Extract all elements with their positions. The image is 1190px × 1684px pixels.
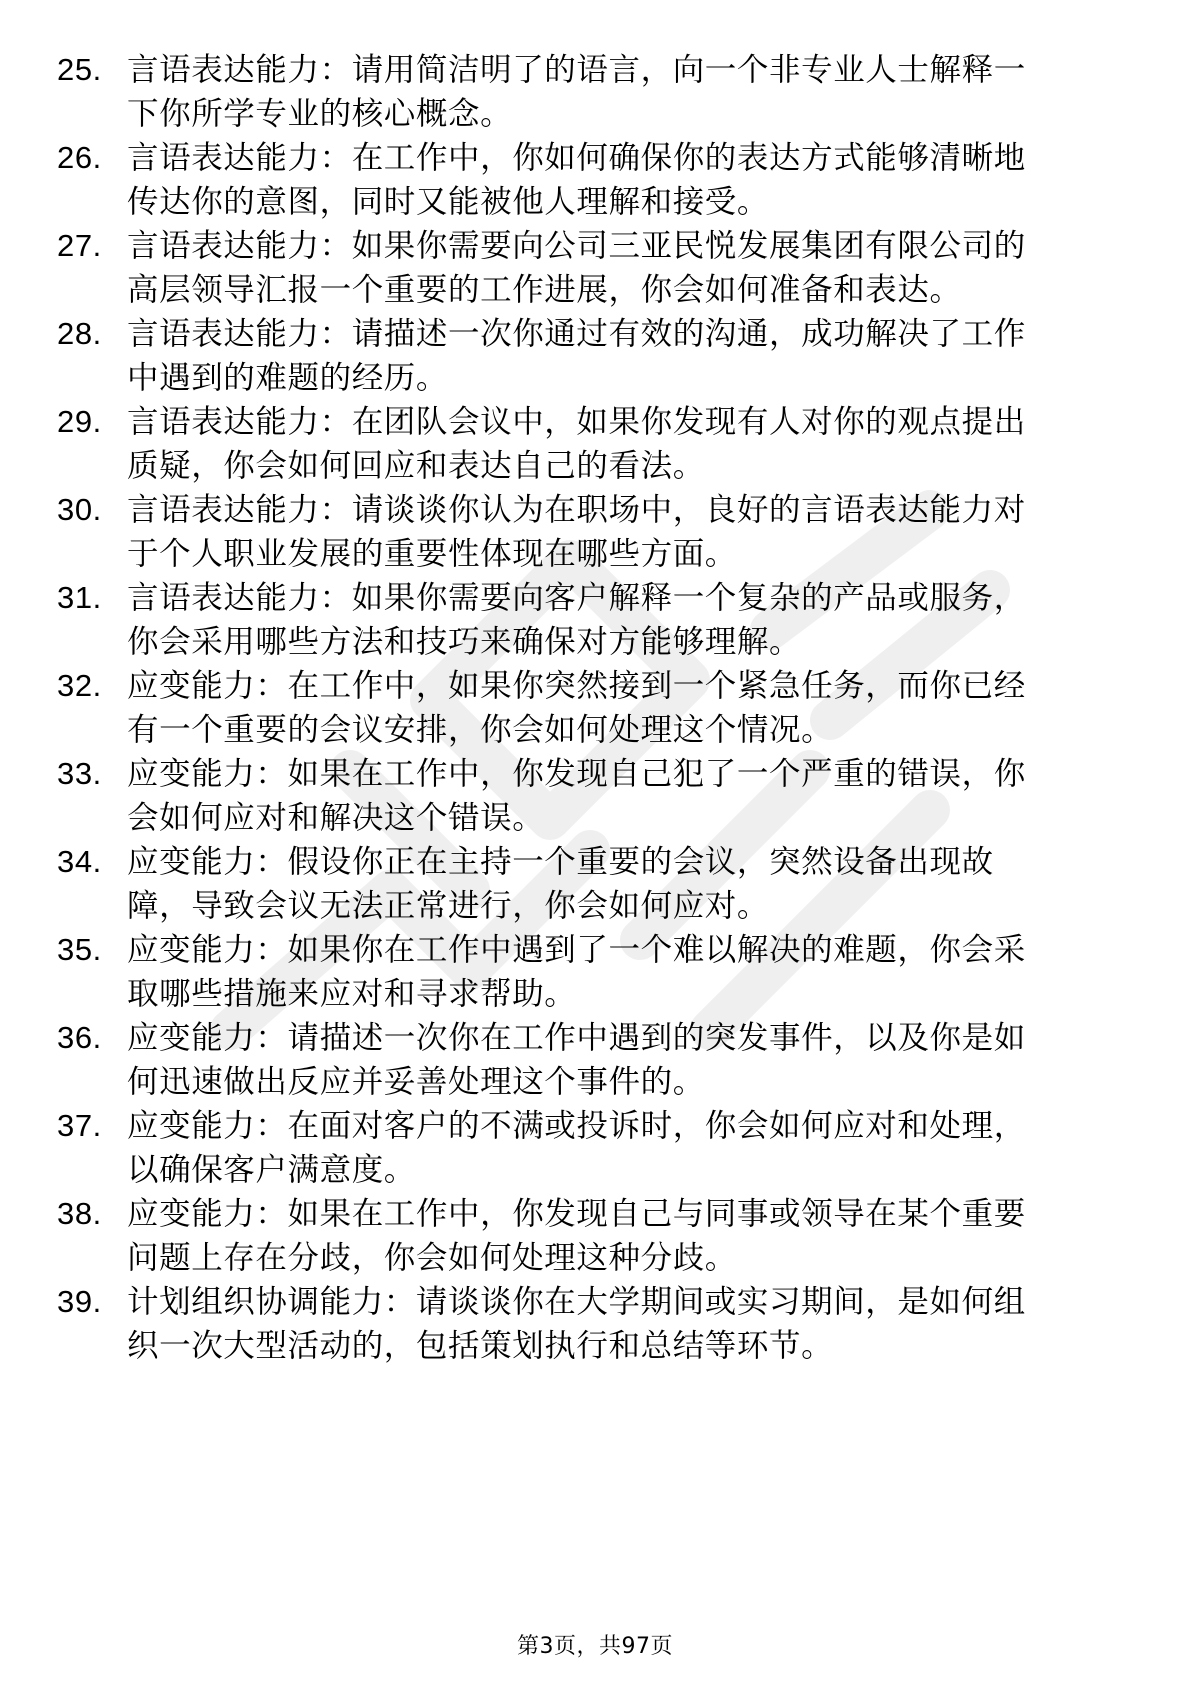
list-item: [57, 224, 1117, 312]
list-item: [57, 576, 1117, 664]
question-number: 26.: [57, 140, 102, 175]
question-text-line-2: 传达你的意图，同时又能被他人理解和接受。: [127, 184, 770, 220]
question-text-line-1: 言语表达能力：请谈谈你认为在职场中，良好的言语表达能力对: [127, 492, 1026, 528]
question-text-line-1: 言语表达能力：如果你需要向客户解释一个复杂的产品或服务，: [127, 580, 1026, 616]
question-number: 30.: [57, 492, 102, 527]
question-text-line-2: 取哪些措施来应对和寻求帮助。: [127, 976, 577, 1012]
page-number-footer: 第3页，共97页: [517, 1634, 673, 1659]
question-text-line-2: 下你所学专业的核心概念。: [127, 96, 513, 132]
question-number: 31.: [57, 580, 102, 615]
question-text-line-2: 问题上存在分歧，你会如何处理这种分歧。: [127, 1240, 737, 1276]
list-item: [57, 400, 1117, 488]
list-item: [57, 136, 1117, 224]
question-text-line-2: 障，导致会议无法正常进行，你会如何应对。: [127, 888, 770, 924]
question-list: [57, 48, 1117, 1368]
question-text-line-1: 言语表达能力：如果你需要向公司三亚民悦发展集团有限公司的: [127, 228, 1026, 264]
question-number: 38.: [57, 1196, 102, 1231]
list-item: [57, 1104, 1117, 1192]
list-item: [57, 752, 1117, 840]
question-text-line-1: 言语表达能力：在团队会议中，如果你发现有人对你的观点提出: [127, 404, 1026, 440]
question-text-line-2: 织一次大型活动的，包括策划执行和总结等环节。: [127, 1328, 834, 1364]
question-number: 36.: [57, 1020, 102, 1055]
question-text-line-1: 言语表达能力：请用简洁明了的语言，向一个非专业人士解释一: [127, 52, 1026, 88]
question-text-line-2: 于个人职业发展的重要性体现在哪些方面。: [127, 536, 737, 572]
list-item: [57, 928, 1117, 1016]
question-text-line-1: 应变能力：如果在工作中，你发现自己与同事或领导在某个重要: [127, 1196, 1026, 1232]
question-number: 28.: [57, 316, 102, 351]
question-number: 39.: [57, 1284, 102, 1319]
list-item: [57, 312, 1117, 400]
question-number: 32.: [57, 668, 102, 703]
question-text-line-2: 何迅速做出反应并妥善处理这个事件的。: [127, 1064, 705, 1100]
question-text-line-2: 会如何应对和解决这个错误。: [127, 800, 545, 836]
question-text-line-1: 应变能力：请描述一次你在工作中遇到的突发事件，以及你是如: [127, 1020, 1026, 1056]
question-text-line-1: 言语表达能力：在工作中，你如何确保你的表达方式能够清晰地: [127, 140, 1026, 176]
question-text-line-1: 应变能力：在工作中，如果你突然接到一个紧急任务，而你已经: [127, 668, 1026, 704]
question-text-line-2: 有一个重要的会议安排，你会如何处理这个情况。: [127, 712, 834, 748]
question-text-line-1: 应变能力：假设你正在主持一个重要的会议，突然设备出现故: [127, 844, 994, 880]
question-text-line-1: 计划组织协调能力：请谈谈你在大学期间或实习期间，是如何组: [127, 1284, 1026, 1320]
question-number: 27.: [57, 228, 102, 263]
question-number: 25.: [57, 52, 102, 87]
question-text-line-1: 应变能力：如果在工作中，你发现自己犯了一个严重的错误，你: [127, 756, 1026, 792]
question-text-line-1: 应变能力：如果你在工作中遇到了一个难以解决的难题，你会采: [127, 932, 1026, 968]
question-number: 33.: [57, 756, 102, 791]
question-text-line-1: 应变能力：在面对客户的不满或投诉时，你会如何应对和处理，: [127, 1108, 1026, 1144]
question-number: 29.: [57, 404, 102, 439]
question-text-line-2: 以确保客户满意度。: [127, 1152, 416, 1188]
question-number: 34.: [57, 844, 102, 879]
question-text-line-2: 你会采用哪些方法和技巧来确保对方能够理解。: [127, 624, 802, 660]
question-number: 37.: [57, 1108, 102, 1143]
list-item: [57, 1280, 1117, 1368]
question-text-line-2: 高层领导汇报一个重要的工作进展，你会如何准备和表达。: [127, 272, 962, 308]
list-item: [57, 1016, 1117, 1104]
question-text-line-2: 质疑，你会如何回应和表达自己的看法。: [127, 448, 705, 484]
list-item: [57, 664, 1117, 752]
question-number: 35.: [57, 932, 102, 967]
list-item: [57, 840, 1117, 928]
question-text-line-1: 言语表达能力：请描述一次你通过有效的沟通，成功解决了工作: [127, 316, 1026, 352]
list-item: [57, 1192, 1117, 1280]
list-item: [57, 48, 1117, 136]
question-text-line-2: 中遇到的难题的经历。: [127, 360, 449, 396]
list-item: [57, 488, 1117, 576]
